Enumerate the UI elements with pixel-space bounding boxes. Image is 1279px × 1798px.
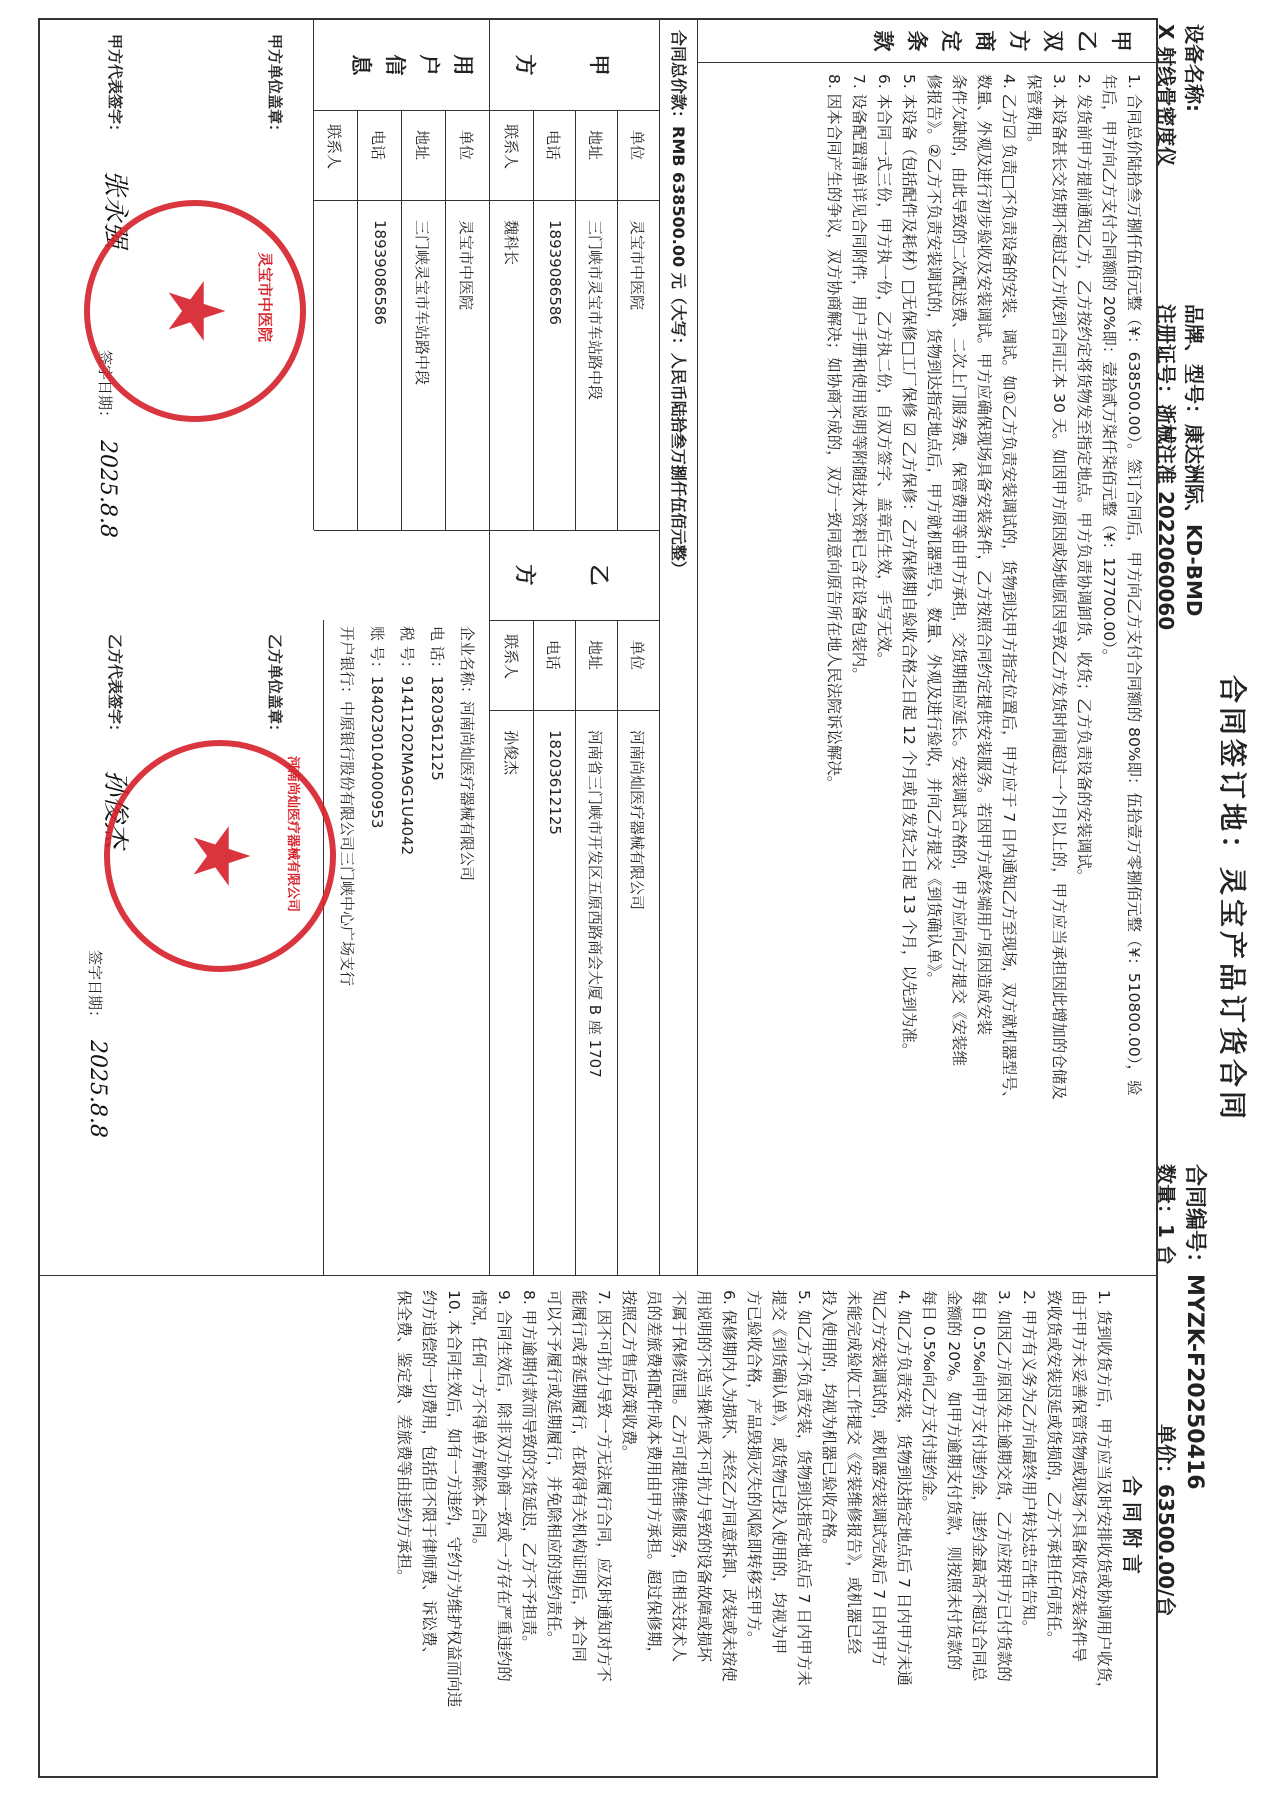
party-b-signature: 孙俊杰	[100, 770, 130, 849]
addendum-line: 致收货或安装迟延或货损的，乙方不承担任何责任。	[1045, 1290, 1063, 1647]
party-a-signature: 张永强	[100, 170, 130, 249]
party-b-unit-label: 单位	[628, 640, 646, 671]
clause-line: 保管费用。	[1025, 74, 1043, 152]
party-a-side-label: 甲 方	[513, 54, 611, 76]
clause-line: 6. 本合同一式三份，甲方执一份，乙方执二份，自双方签字、盖章后生效，手写无效。	[875, 74, 893, 668]
party-a-sign-date: 2025.8.8	[95, 440, 120, 538]
addendum-line: 知乙方安装调试的，或机器安装调试完成后 7 日内甲方	[870, 1290, 888, 1667]
addendum-line: 每日 0.5‰向乙方支付违约金。	[920, 1290, 938, 1511]
company-name: 企业名称：河南尚灿医疗器械有限公司	[458, 626, 476, 882]
addendum-list	[391, 1290, 1116, 1707]
user-address-label: 地址	[413, 130, 431, 161]
user-address: 三门峡灵宝市车站路中段	[413, 220, 431, 386]
party-b-stamp: ★	[104, 740, 336, 972]
contract-title: 合同签订地：灵宝产品订货合同	[1216, 674, 1249, 1123]
addendum-line: 7. 因不可抗力导致一方无法履行合同，应及时通知对方不	[595, 1290, 613, 1682]
user-phone: 18939086586	[371, 220, 389, 325]
user-contact-label: 联系人	[325, 124, 343, 170]
addendum-line: 情况，任何一方不得单方解除本合同。	[470, 1290, 488, 1554]
party-b-contact-label: 联系人	[502, 634, 520, 680]
unit-price: 单价：63500.00/台	[1154, 1424, 1178, 1617]
addendum-line: 不属于保修范围。乙方可提供维修服务，但相关技术人	[670, 1290, 688, 1663]
brand-model: 品牌、型号：康达洲际、KD-BMD	[1182, 304, 1206, 617]
divider	[697, 20, 698, 1275]
clause-line: 3. 本设备甚长交货期不超过乙方收到合同正本 30 天。如因甲方原因或场地原因导致乙方发货时间超过一个月以上的，甲方应当承担因此增加的仓储及	[1050, 74, 1068, 1100]
addendum-line: 6. 保修期内人为损坏、未经乙方同意拆卸、改装或未按使	[720, 1290, 738, 1682]
quantity: 数量：1 台	[1154, 1164, 1178, 1265]
device-name-label: 设备名称:	[1182, 24, 1206, 112]
clause-line: 年后，甲方向乙方支付合同额的 20%即：壹拾贰万柒仟柒佰元整（¥：127700.00）。	[1100, 74, 1118, 665]
clause-line: 条件欠缺的，由此导致的二次配送费、二次上门服务费、保管费用等由甲方承担，交货期相应延长。安装调试合格的，甲方应向乙方提交《安装维	[950, 74, 968, 1067]
contract-total: 合同总价款：RMB 638500.00 元（大写：人民币陆拾叁万捌仟伍佰元整）	[669, 30, 688, 577]
addendum-line: 约方追偿的一切费用，包括但不限于律师费、诉讼费、	[420, 1290, 438, 1663]
clause-line: 数量、外观及进行初步验收及安装调试。甲方应确保现场具备安装条件，乙方按照合同约定提供安装服务。若因甲方或终端用户原因造成安装	[975, 74, 993, 1036]
party-b-unit: 河南尚灿医疗器械有限公司	[628, 730, 646, 911]
terms-side-label: 甲 乙 双 方 商 定 条 款	[871, 30, 1133, 52]
party-a-unit: 灵宝市中医院	[628, 220, 646, 311]
addendum-line: 方已验收合格，产品毁损灭失的风险即转移至甲方。	[745, 1290, 763, 1647]
clause-line: 2. 发货前甲方提前通知乙方，乙方按约定将货物发至指定地点。甲方负责协调卸货、收货；乙方负责设备的安装调试。	[1075, 74, 1093, 885]
addendum-line: 保全费、鉴定费、差旅费等由违约方承担。	[395, 1290, 413, 1585]
party-a-phone-label: 电话	[544, 130, 562, 161]
addendum-line: 8. 甲方逾期付款而导致的交货延迟，乙方不予担责。	[520, 1290, 538, 1651]
user-info-table	[314, 20, 490, 530]
party-a-address: 三门峡市灵宝市车站路中段	[586, 220, 604, 401]
party-a-stamp: ★	[84, 200, 306, 422]
party-b-phone: 18203612125	[546, 730, 564, 835]
party-b-sign-date: 2025.8.8	[85, 1040, 110, 1138]
party-a-unit-label: 单位	[628, 130, 646, 161]
divider	[323, 620, 324, 1275]
addendum-line: 按照乙方售后政策收费。	[620, 1290, 638, 1461]
clause-line: 修报告》。②乙方不负责安装调试的，货物到达指定地点后，甲方就机器型号、数量、外观及进行验收，并向乙方提交《到货确认单》。	[925, 74, 943, 987]
addendum-line: 1. 货到收货方后，甲方应当及时安排收货或协调用户收货，	[1095, 1290, 1113, 1698]
contract-frame	[38, 18, 1158, 1778]
addendum-line: 能履行或者延期履行，在取得有关机构证明后，本合同	[570, 1290, 588, 1663]
clauses	[821, 74, 1146, 1106]
company-tax-number: 税 号：91411202MA9G1U4042	[398, 626, 416, 856]
user-unit-label: 单位	[457, 130, 475, 161]
party-a-rep-label: 甲方代表签字：	[106, 34, 124, 140]
side-label-divider	[698, 62, 1156, 63]
party-a-address-label: 地址	[586, 130, 604, 161]
party-b-rep-label: 乙方代表签字：	[106, 634, 124, 740]
party-a-phone: 18939086586	[546, 220, 564, 325]
addendum-line: 可以不予履行或延期履行，并免除相应的违约责任。	[545, 1290, 563, 1647]
party-a-contact-label: 联系人	[502, 124, 520, 170]
device-type: X 射线骨密度仪	[1154, 24, 1178, 167]
addendum-line: 每日 0.5‰向甲方支付违约金，违约金最高不超过合同总	[970, 1290, 988, 1682]
party-a-table	[490, 20, 660, 1275]
addendum-line: 员的差旅费和配件成本费用由甲方承担。超过保修期，	[645, 1290, 663, 1663]
registration-number: 注册证号：浙械注准 2022060060	[1154, 304, 1178, 631]
party-b-address: 河南省三门峡市开发区五原西路商会大厦 B 座 1707	[586, 730, 604, 1078]
company-bank: 开户银行：中原银行股份有限公司三门峡中心广场支行	[338, 626, 356, 987]
addendum-line: 4. 如乙方负责安装，货物到达指定地点后 7 日内甲方未通	[895, 1290, 913, 1686]
addendum-line: 9. 合同生效后，除非双方协商一致或一方存在严重违约的	[495, 1290, 513, 1682]
party-a-date-label: 签字日期：	[96, 350, 114, 426]
addendum-line: 2. 甲方有义务为乙方向最终用户转达忠告性告知。	[1020, 1290, 1038, 1636]
party-b-seal-label: 乙方单位盖章：	[266, 634, 284, 740]
company-phone: 电 话：18203612125	[428, 626, 446, 781]
user-phone-label: 电话	[369, 130, 387, 161]
company-account: 账 号：1840230104000953	[368, 626, 386, 829]
party-b-side-label: 乙 方	[513, 564, 611, 586]
addendum-line: 由于甲方未妥善保管货物或现场不具备收货安装条件导	[1070, 1290, 1088, 1663]
clause-line: 8. 因本合同产生的争议，双方协商解决；如协商不成的，双方一致同意向原告所在地人民法院诉讼解决。	[825, 74, 843, 792]
addendum-line: 5. 如乙方不负责安装，货物到达指定地点后 7 日内甲方未	[795, 1290, 813, 1686]
contract-sheet	[13, 4, 1258, 1794]
clause-line: 4. 乙方☑ 负责□不负责设备的安装、调试。如①乙方负责安装调试的，货物到达甲方指定位置后，甲方应于 7 日内通知乙方至现场，双方就机器型号、	[1000, 74, 1018, 1107]
addendum-line: 提交《到货确认单》，或货物已投入使用的，均视为甲	[770, 1290, 788, 1655]
clause-line: 5. 本设备（包括配件及耗材）□无保修□工厂保修 ☑ 乙方保修：乙方保修期自验收合格之日起 12 个月或自发货之日起 13 个月，以先到为准。	[900, 74, 918, 1059]
user-info-side-label: 用 户 信 息	[349, 54, 475, 76]
addendum-line: 用说明的不适当操作或不可抗力导致的设备故障或损坏	[695, 1290, 713, 1663]
addendum-line: 未能完成验收工作提交《安装维修报告》，或机器已经	[845, 1290, 863, 1655]
party-b-contact: 孙俊杰	[502, 730, 520, 776]
addendum-line: 10. 本合同生效后，如有一方违约，守约方为维护权益而向违	[445, 1290, 463, 1708]
clause-line: 1. 合同总价陆拾叁万捌仟伍佰元整（¥：638500.00）。签订合同后，甲方向乙方支付合同额的 80%即：伍拾壹万零捌佰元整（¥：510800.00），验	[1125, 74, 1143, 1096]
party-b-date-label: 签字日期：	[86, 950, 104, 1026]
party-a-contact: 魏科长	[502, 220, 520, 266]
party-b-company-info	[332, 626, 482, 986]
clause-line: 7. 设备配置清单详见合同附件，用户手册和使用说明等附随技术资料已含在设备包装内。	[850, 74, 868, 683]
contract-number: 合同编号：MYZK-F20250416	[1182, 1164, 1207, 1490]
addendum-divider	[40, 1275, 1156, 1276]
addendum-line: 3. 如因乙方原因发生逾期交货，乙方应按甲方已付货款的	[995, 1290, 1013, 1682]
user-unit: 灵宝市中医院	[457, 220, 475, 311]
party-b-phone-label: 电话	[544, 640, 562, 671]
addendum-line: 金额的 20%。如甲方逾期支付货款，则按照未付货款的	[945, 1290, 963, 1671]
party-a-seal-label: 甲方单位盖章：	[266, 34, 284, 140]
party-b-address-label: 地址	[586, 640, 604, 671]
addendum-title: 合同附言	[1120, 1476, 1144, 1580]
addendum-line: 投入使用的，均视为机器已验收合格。	[820, 1290, 838, 1554]
party-b-stamp-text: 河南尚灿医疗器械有限公司	[285, 756, 300, 913]
party-a-stamp-text: 灵宝市中医院	[256, 252, 274, 343]
